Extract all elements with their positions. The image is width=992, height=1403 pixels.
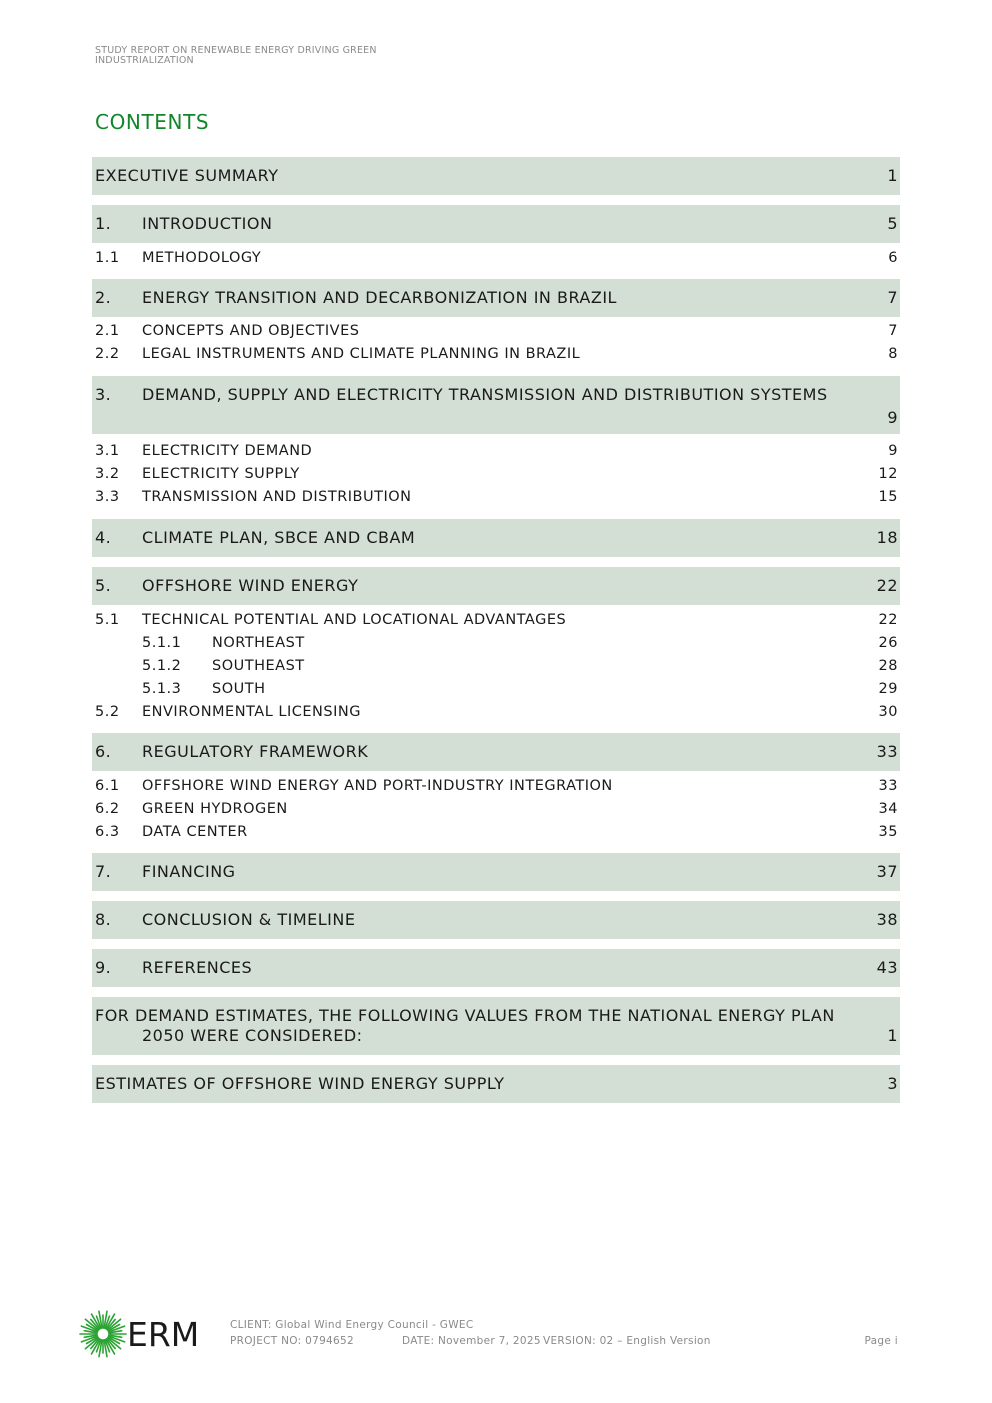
toc-label: SOUTHEAST bbox=[212, 658, 305, 674]
toc-number: 6. bbox=[95, 742, 112, 761]
toc-entry-climate-plan[interactable] bbox=[92, 519, 900, 559]
toc-number: 6.1 bbox=[95, 778, 120, 794]
toc-page: 43 bbox=[876, 958, 898, 977]
toc-label: NORTHEAST bbox=[212, 635, 305, 651]
erm-sunburst-icon bbox=[79, 1310, 204, 1358]
toc-label-line-2: 2050 WERE CONSIDERED: bbox=[142, 1026, 363, 1045]
toc-number: 2. bbox=[95, 288, 112, 307]
toc-entry-transmission[interactable] bbox=[92, 487, 900, 510]
toc-page: 38 bbox=[876, 910, 898, 929]
toc-page: 34 bbox=[878, 801, 898, 817]
toc-label: DEMAND, SUPPLY AND ELECTRICITY TRANSMISSION AND DISTRIBUTION SYSTEMS bbox=[142, 385, 828, 404]
toc-label: ELECTRICITY SUPPLY bbox=[142, 466, 300, 482]
toc-page: 3 bbox=[887, 1074, 898, 1093]
contents-title: CONTENTS bbox=[95, 110, 210, 134]
toc-page: 9 bbox=[887, 408, 898, 427]
toc-number: 9. bbox=[95, 958, 112, 977]
toc-page: 1 bbox=[887, 166, 898, 185]
toc-entry-financing[interactable] bbox=[92, 853, 900, 893]
toc-page: 30 bbox=[878, 704, 898, 720]
toc-label: LEGAL INSTRUMENTS AND CLIMATE PLANNING IN BRAZIL bbox=[142, 346, 581, 362]
toc-number: 6.2 bbox=[95, 801, 120, 817]
toc-label: CONCLUSION & TIMELINE bbox=[142, 910, 356, 929]
toc-page: 26 bbox=[878, 635, 898, 651]
toc-page: 5 bbox=[887, 214, 898, 233]
toc-number: 1. bbox=[95, 214, 112, 233]
toc-number: 2.2 bbox=[95, 346, 120, 362]
toc-label: DATA CENTER bbox=[142, 824, 248, 840]
toc-page: 22 bbox=[876, 576, 898, 595]
toc-page: 6 bbox=[888, 250, 898, 266]
toc-entry-northeast[interactable] bbox=[92, 633, 900, 656]
header-line-2: INDUSTRIALIZATION bbox=[95, 55, 194, 66]
toc-number: 5.1.1 bbox=[142, 635, 182, 651]
toc-page: 8 bbox=[888, 346, 898, 362]
toc-entry-energy-transition[interactable] bbox=[92, 279, 900, 319]
footer-project-number: PROJECT NO: 0794652 bbox=[230, 1335, 354, 1347]
table-of-contents bbox=[92, 157, 900, 1105]
toc-page: 33 bbox=[876, 742, 898, 761]
toc-entry-concepts[interactable] bbox=[92, 321, 900, 344]
toc-entry-offshore-wind[interactable] bbox=[92, 567, 900, 607]
toc-label: ELECTRICITY DEMAND bbox=[142, 443, 313, 459]
toc-label: ENVIRONMENTAL LICENSING bbox=[142, 704, 361, 720]
toc-label: CLIMATE PLAN, SBCE AND CBAM bbox=[142, 528, 416, 547]
toc-label: CONCEPTS AND OBJECTIVES bbox=[142, 323, 360, 339]
toc-entry-electricity-demand[interactable] bbox=[92, 441, 900, 464]
toc-page: 35 bbox=[878, 824, 898, 840]
toc-entry-environmental-licensing[interactable] bbox=[92, 702, 900, 725]
toc-label: REFERENCES bbox=[142, 958, 253, 977]
toc-label: OFFSHORE WIND ENERGY AND PORT-INDUSTRY INTEGRATION bbox=[142, 778, 613, 794]
toc-entry-regulatory-framework[interactable] bbox=[92, 733, 900, 773]
toc-page: 33 bbox=[878, 778, 898, 794]
toc-label: SOUTH bbox=[212, 681, 266, 697]
footer-date: DATE: November 7, 2025 bbox=[402, 1335, 541, 1347]
toc-number: 5.1.3 bbox=[142, 681, 182, 697]
toc-label bbox=[95, 1006, 855, 1046]
toc-label: GREEN HYDROGEN bbox=[142, 801, 288, 817]
footer-client: CLIENT: Global Wind Energy Council - GWEC bbox=[230, 1319, 474, 1331]
toc-label: ENERGY TRANSITION AND DECARBONIZATION IN BRAZIL bbox=[142, 288, 617, 307]
toc-entry-introduction[interactable] bbox=[92, 205, 900, 245]
toc-number: 5. bbox=[95, 576, 112, 595]
toc-page: 29 bbox=[878, 681, 898, 697]
toc-entry-conclusion[interactable] bbox=[92, 901, 900, 941]
footer-page-number: Page i bbox=[864, 1335, 898, 1347]
toc-label: TECHNICAL POTENTIAL AND LOCATIONAL ADVANTAGES bbox=[142, 612, 567, 628]
toc-entry-green-hydrogen[interactable] bbox=[92, 799, 900, 822]
toc-entry-data-center[interactable] bbox=[92, 822, 900, 845]
toc-entry-technical-potential[interactable] bbox=[92, 610, 900, 633]
toc-page: 18 bbox=[876, 528, 898, 547]
toc-page: 15 bbox=[878, 489, 898, 505]
toc-page: 1 bbox=[887, 1026, 898, 1045]
toc-page: 7 bbox=[888, 323, 898, 339]
toc-label: METHODOLOGY bbox=[142, 250, 262, 266]
toc-entry-southeast[interactable] bbox=[92, 656, 900, 679]
toc-page: 28 bbox=[878, 658, 898, 674]
toc-page: 9 bbox=[888, 443, 898, 459]
toc-number: 5.1.2 bbox=[142, 658, 182, 674]
toc-number: 6.3 bbox=[95, 824, 120, 840]
toc-page: 37 bbox=[876, 862, 898, 881]
toc-label: ESTIMATES OF OFFSHORE WIND ENERGY SUPPLY bbox=[95, 1074, 505, 1093]
erm-logo bbox=[79, 1310, 204, 1358]
toc-number: 3.1 bbox=[95, 443, 120, 459]
toc-number: 4. bbox=[95, 528, 112, 547]
toc-label: INTRODUCTION bbox=[142, 214, 273, 233]
footer-version: VERSION: 02 – English Version bbox=[543, 1335, 711, 1347]
toc-page: 12 bbox=[878, 466, 898, 482]
toc-label-line-1: FOR DEMAND ESTIMATES, THE FOLLOWING VALUES FROM THE NATIONAL ENERGY PLAN bbox=[95, 1006, 835, 1025]
toc-entry-offshore-supply-estimates[interactable] bbox=[92, 1065, 900, 1105]
toc-entry-executive-summary[interactable] bbox=[92, 157, 900, 197]
toc-number: 7. bbox=[95, 862, 112, 881]
toc-label: TRANSMISSION AND DISTRIBUTION bbox=[142, 489, 412, 505]
toc-label: OFFSHORE WIND ENERGY bbox=[142, 576, 359, 595]
toc-entry-south[interactable] bbox=[92, 679, 900, 702]
toc-entry-electricity-supply[interactable] bbox=[92, 464, 900, 487]
toc-number: 5.2 bbox=[95, 704, 120, 720]
header-line-1: STUDY REPORT ON RENEWABLE ENERGY DRIVING GREEN bbox=[95, 45, 377, 56]
toc-page: 22 bbox=[878, 612, 898, 628]
toc-number: 3.2 bbox=[95, 466, 120, 482]
toc-entry-demand-supply[interactable] bbox=[92, 376, 900, 436]
toc-number: 3. bbox=[95, 385, 112, 404]
toc-entry-methodology[interactable] bbox=[92, 248, 900, 271]
toc-entry-legal-instruments[interactable] bbox=[92, 344, 900, 367]
toc-entry-port-industry[interactable] bbox=[92, 776, 900, 799]
toc-page: 7 bbox=[887, 288, 898, 307]
toc-number: 2.1 bbox=[95, 323, 120, 339]
toc-number: 3.3 bbox=[95, 489, 120, 505]
toc-label: EXECUTIVE SUMMARY bbox=[95, 166, 279, 185]
toc-entry-references[interactable] bbox=[92, 949, 900, 989]
toc-number: 1.1 bbox=[95, 250, 120, 266]
erm-logo-text: ERM bbox=[127, 1315, 200, 1354]
toc-label: FINANCING bbox=[142, 862, 236, 881]
toc-number: 5.1 bbox=[95, 612, 120, 628]
toc-entry-demand-estimates[interactable] bbox=[92, 997, 900, 1057]
toc-label: REGULATORY FRAMEWORK bbox=[142, 742, 369, 761]
document-header bbox=[95, 46, 425, 66]
toc-number: 8. bbox=[95, 910, 112, 929]
